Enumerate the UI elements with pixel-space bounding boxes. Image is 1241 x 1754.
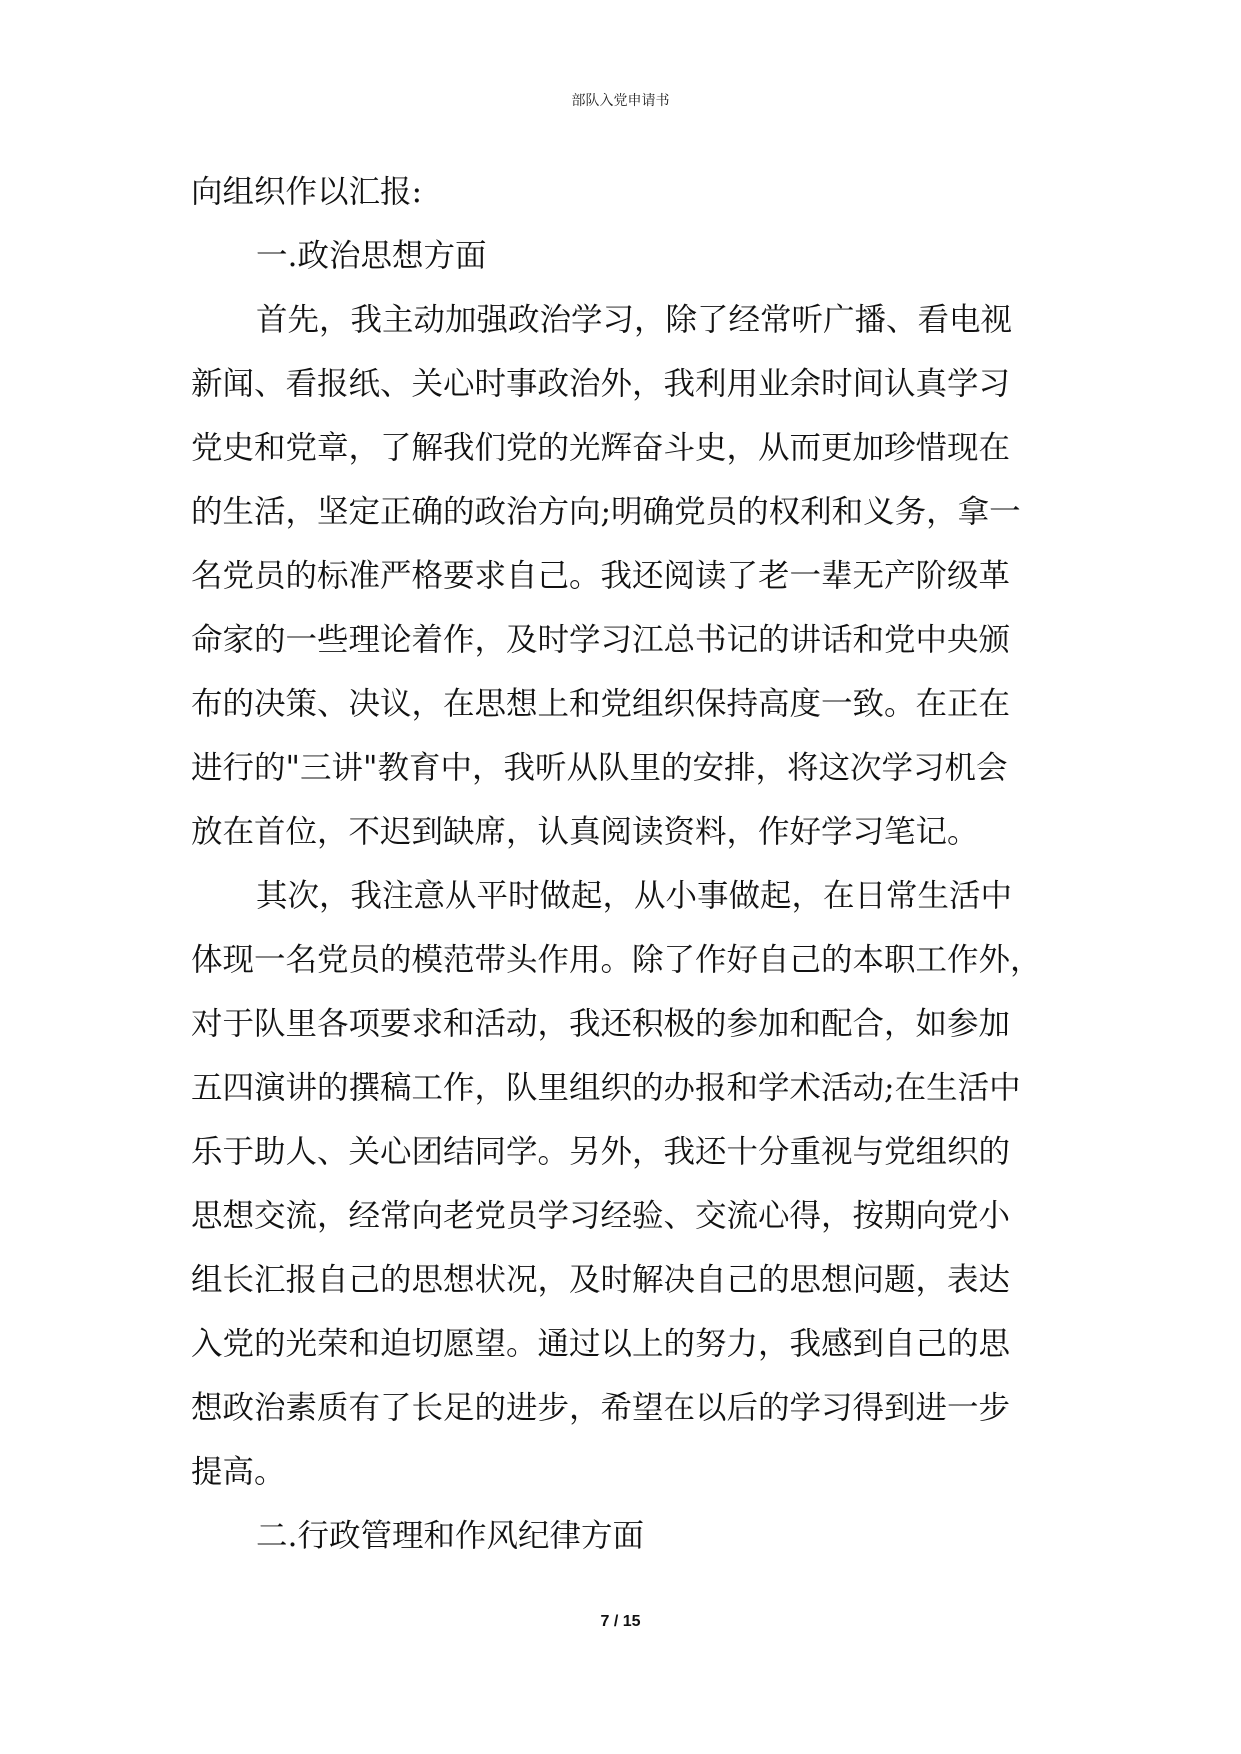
- text-line: 进行的"三讲"教育中，我听从队里的安排，将这次学习机会: [191, 750, 1008, 786]
- text-line: 乐于助人、关心团结同学。另外，我还十分重视与党组织的: [191, 1134, 1011, 1170]
- text-line: 的生活，坚定正确的政治方向;明确党员的权利和义务，拿一: [191, 494, 1021, 530]
- text-line: 布的决策、决议，在思想上和党组织保持高度一致。在正在: [191, 686, 1011, 722]
- text-line: 二.行政管理和作风纪律方面: [256, 1518, 645, 1554]
- text-line: 一.政治思想方面: [256, 238, 487, 274]
- text-line: 想政治素质有了长足的进步，希望在以后的学习得到进一步: [191, 1390, 1011, 1426]
- text-line: 五四演讲的撰稿工作，队里组织的办报和学术活动;在生活中: [191, 1070, 1021, 1106]
- text-line: 提高。: [191, 1454, 286, 1490]
- text-line: 命家的一些理论着作，及时学习江总书记的讲话和党中央颁: [191, 622, 1011, 658]
- running-header: 部队入党申请书: [571, 93, 670, 109]
- text-line: 放在首位，不迟到缺席，认真阅读资料，作好学习笔记。: [191, 814, 979, 850]
- page-number: 7 / 15: [600, 1613, 641, 1630]
- text-line: 党史和党章，了解我们党的光辉奋斗史，从而更加珍惜现在: [191, 430, 1011, 466]
- text-line: 新闻、看报纸、关心时事政治外，我利用业余时间认真学习: [191, 366, 1011, 402]
- text-line: 首先，我主动加强政治学习，除了经常听广播、看电视: [256, 302, 1013, 338]
- text-line: 思想交流，经常向老党员学习经验、交流心得，按期向党小: [191, 1198, 1011, 1234]
- text-line: 体现一名党员的模范带头作用。除了作好自己的本职工作外，: [191, 942, 1042, 978]
- text-line: 入党的光荣和迫切愿望。通过以上的努力，我感到自己的思: [191, 1326, 1011, 1362]
- text-line: 组长汇报自己的思想状况，及时解决自己的思想问题，表达: [191, 1262, 1011, 1298]
- body-text: [191, 160, 1061, 1568]
- text-line: 其次，我注意从平时做起，从小事做起，在日常生活中: [256, 878, 1013, 914]
- text-line: 名党员的标准严格要求自己。我还阅读了老一辈无产阶级革: [191, 558, 1011, 594]
- text-line: 向组织作以汇报:: [191, 174, 423, 210]
- text-line: 对于队里各项要求和活动，我还积极的参加和配合，如参加: [191, 1006, 1011, 1042]
